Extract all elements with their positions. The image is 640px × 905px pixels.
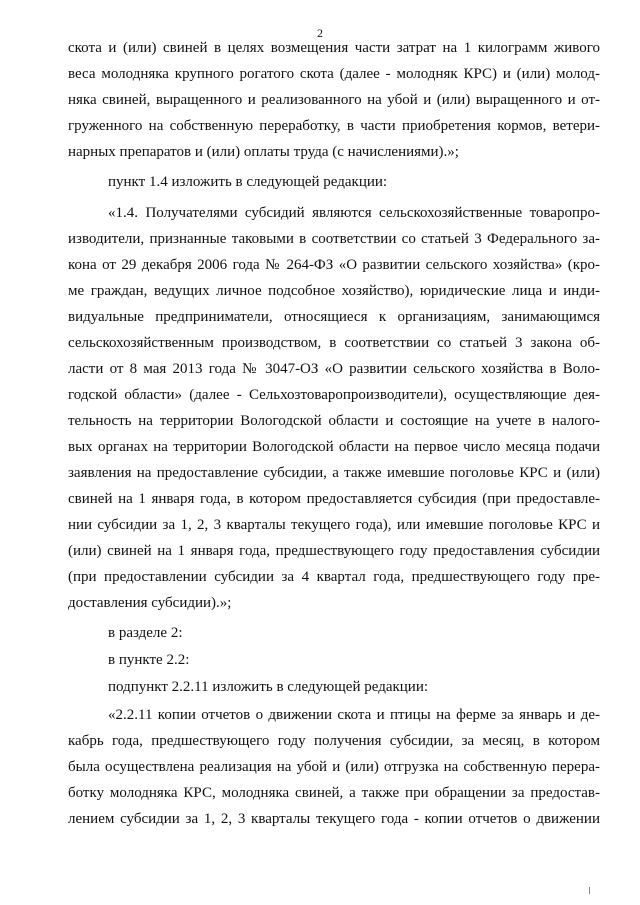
text-line: сельскохозяйственным производством, в соответствии со статьей 3 закона об- — [68, 335, 600, 351]
text-line: подпункт 2.2.11 изложить в следующей редакции: — [108, 679, 429, 695]
text-line: нии субсидии за 1, 2, 3 кварталы текущего года), или имевшие поголовье КРС и — [68, 517, 600, 533]
text-line: ме граждан, ведущих личное подсобное хозяйство), юридические лица и инди- — [68, 283, 600, 299]
text-line: была осуществлена реализация на убой и (или) отгрузка на собственную перера- — [68, 759, 600, 775]
text-line: заявления на предоставление субсидии, а также имевшие поголовье КРС и (или) — [68, 465, 600, 481]
text-line: лением субсидии за 1, 2, 3 кварталы текущего года - копии отчетов о движении — [68, 811, 600, 827]
text-line: свиней на 1 января года, в котором предоставляется субсидия (при предоставле- — [68, 491, 600, 507]
text-line: кабрь года, предшествующего году получения субсидии, за месяц, в котором — [68, 733, 600, 749]
text-line: в пункте 2.2: — [108, 652, 190, 668]
text-line: «1.4. Получателями субсидий являются сельскохозяйственные товаропро- — [108, 205, 600, 221]
text-line: (или) свиней на 1 января года, предшествующего году предоставления субсидии — [68, 543, 600, 559]
text-line: пункт 1.4 изложить в следующей редакции: — [108, 174, 388, 190]
text-line: груженного на собственную переработку, в части приобретения кормов, ветери- — [68, 118, 600, 134]
text-line: тельность на территории Вологодской области и состоящие на учете в налого- — [68, 413, 600, 429]
text-line: ботку молодняка КРС, молодняка свиней, а также при обращении за предостав- — [68, 785, 600, 801]
text-line: видуальные предприниматели, относящиеся к организациям, занимающимся — [68, 309, 600, 325]
scan-mark — [589, 887, 590, 894]
text-line: доставления субсидии).»; — [68, 595, 232, 611]
text-line: «2.2.11 копии отчетов о движении скота и птицы на ферме за январь и де- — [108, 707, 600, 723]
text-line: нарных препаратов и (или) оплаты труда (с начислениями).»; — [68, 144, 459, 160]
text-line: годской области» (далее - Сельхозтоваропроизводители), осуществляющие дея- — [68, 387, 600, 403]
text-line: няка свиней, выращенного и реализованного на убой и (или) выращенного и от- — [68, 92, 600, 108]
text-line: скота и (или) свиней в целях возмещения части затрат на 1 килограмм живого — [68, 40, 600, 56]
text-line: ласти от 8 мая 2013 года № 3047-ОЗ «О развитии сельского хозяйства в Воло- — [68, 361, 600, 377]
text-line: в разделе 2: — [108, 625, 183, 641]
text-line: веса молодняка крупного рогатого скота (далее - молодняк КРС) и (или) молод- — [68, 66, 600, 82]
text-line: изводители, признанные таковыми в соответствии со статьей 3 Федерального за- — [68, 231, 600, 247]
text-line: кона от 29 декабря 2006 года № 264-ФЗ «О развитии сельского хозяйства» (кро- — [68, 257, 600, 273]
text-line: вых органах на территории Вологодской области на первое число месяца подачи — [68, 439, 600, 455]
text-line: (при предоставлении субсидии за 4 квартал года, предшествующего году пре- — [68, 569, 600, 585]
page-number: 2 — [317, 26, 323, 40]
